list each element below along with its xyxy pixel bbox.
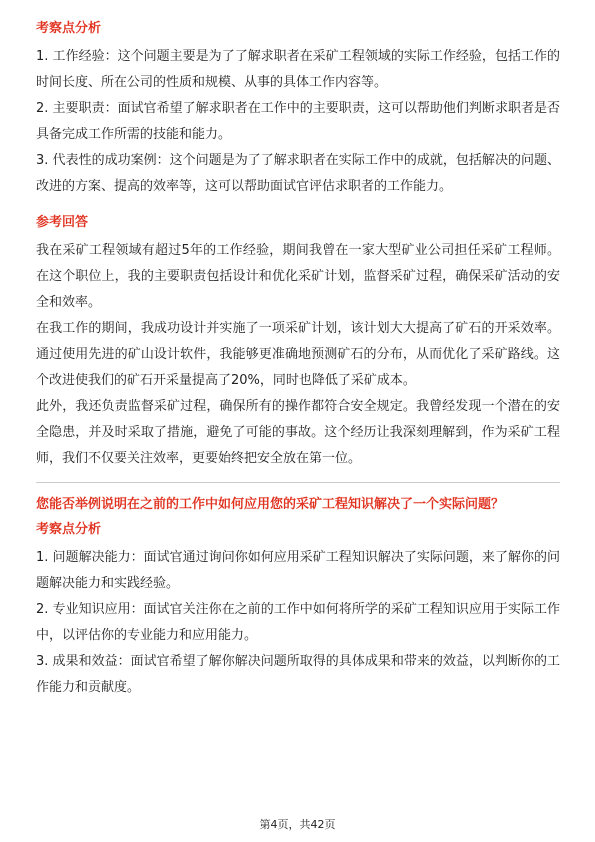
page-content xyxy=(36,20,560,705)
answer-paragraph: 在我工作的期间，我成功设计并实施了一项采矿计划，该计划大大提高了矿石的开采效率。通过使用先进的矿山设计软件，我能够更准确地预测矿石的分布，从而优化了采矿路线。这个改进使我们的矿石开采量提高了20%，同时也降低了采矿成本。 xyxy=(36,321,560,388)
answer-paragraph: 此外，我还负责监督采矿过程，确保所有的操作都符合安全规定。我曾经发现一个潜在的安全隐患，并及时采取了措施，避免了可能的事故。这个经历让我深刻理解到，作为采矿工程师，我们不仅要关注效率，更要始终把安全放在第一位。 xyxy=(36,399,560,466)
answer-paragraph: 我在采矿工程领域有超过5年的工作经验，期间我曾在一家大型矿业公司担任采矿工程师。在这个职位上，我的主要职责包括设计和优化采矿计划，监督采矿过程，确保采矿活动的安全和效率。 xyxy=(36,243,560,310)
analysis-item: 3. 成果和效益：面试官希望了解你解决问题所取得的具体成果和带来的效益，以判断你的工作能力和贡献度。 xyxy=(36,654,560,695)
analysis-item: 2. 专业知识应用：面试官关注你在之前的工作中如何将所学的采矿工程知识应用于实际工作中，以评估你的专业能力和应用能力。 xyxy=(36,602,560,643)
answer-body xyxy=(36,238,560,472)
analysis-heading-1: 考察点分析 xyxy=(36,21,102,36)
interview-question: 您能否举例说明在之前的工作中如何应用您的采矿工程知识解决了一个实际问题？ xyxy=(36,497,505,512)
analysis-item: 1. 问题解决能力：面试官通过询问你如何应用采矿工程知识解决了实际问题，来了解你的问题解决能力和实践经验。 xyxy=(36,550,560,591)
analysis-item: 2. 主要职责：面试官希望了解求职者在工作中的主要职责，这可以帮助他们判断求职者是否具备完成工作所需的技能和能力。 xyxy=(36,101,560,142)
answer-heading: 参考回答 xyxy=(36,215,89,230)
analysis-list-1 xyxy=(36,44,560,200)
analysis-list-2 xyxy=(36,545,560,701)
page-number: 第4页，共42页 xyxy=(259,818,336,831)
analysis-item: 1. 工作经验：这个问题主要是为了了解求职者在采矿工程领域的实际工作经验，包括工作的时间长度、所在公司的性质和规模、从事的具体工作内容等。 xyxy=(36,49,560,90)
analysis-item: 3. 代表性的成功案例：这个问题是为了了解求职者在实际工作中的成就，包括解决的问题、改进的方案、提高的效率等，这可以帮助面试官评估求职者的工作能力。 xyxy=(36,153,560,194)
section-divider xyxy=(36,482,560,483)
analysis-heading-2: 考察点分析 xyxy=(36,522,102,537)
